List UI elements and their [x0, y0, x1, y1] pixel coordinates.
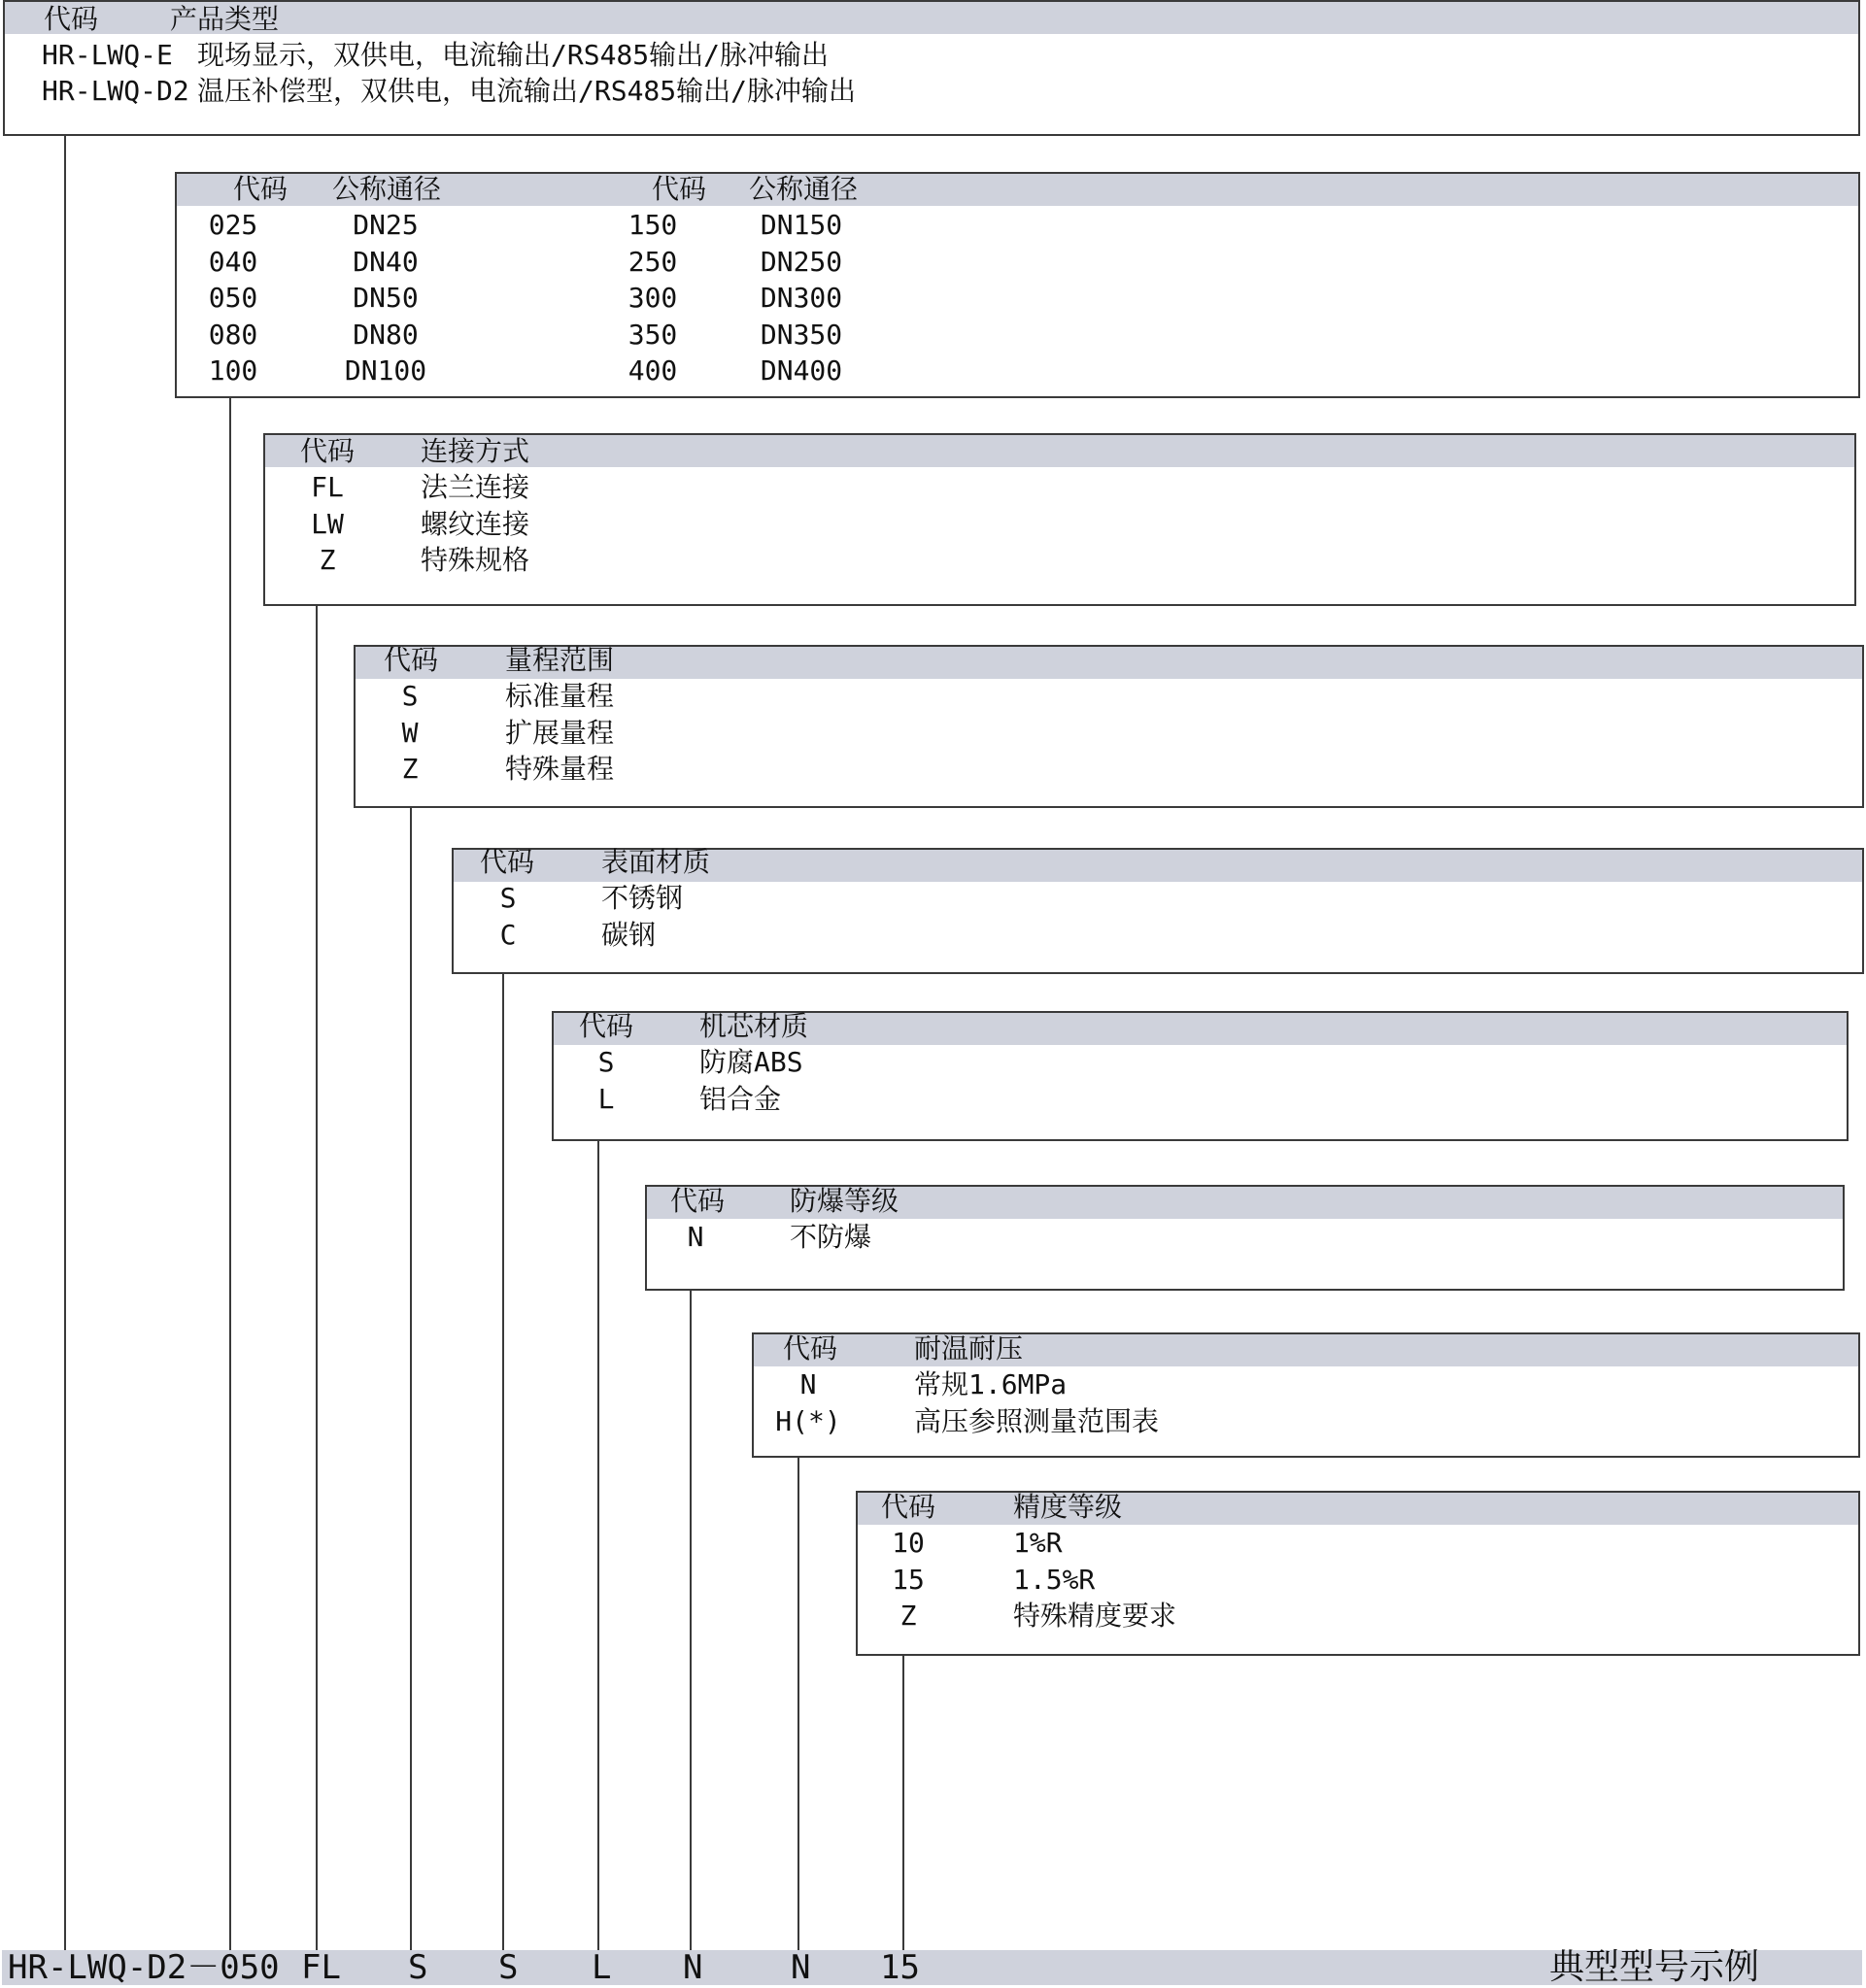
header-cell: 防爆等级 — [790, 1185, 899, 1217]
value-cell: 碳钢 — [601, 918, 657, 951]
code-cell: S — [499, 882, 517, 914]
code-cell: Z — [319, 544, 336, 576]
code-cell: C — [499, 918, 517, 951]
code-cell: 025 — [208, 209, 258, 241]
connector-line-accuracy — [902, 1655, 904, 1950]
code-cell: L — [597, 1082, 615, 1115]
code-cell: Z — [899, 1600, 917, 1632]
code-cell: N — [687, 1221, 704, 1253]
connector-line-surface-material — [502, 973, 504, 1950]
example-segment: N — [791, 1948, 811, 1987]
header-cell: 代码 — [579, 1010, 634, 1042]
value-cell: 高压参照测量范围表 — [914, 1404, 1160, 1437]
code-cell: 050 — [208, 282, 258, 314]
header-cell: 量程范围 — [505, 644, 615, 676]
header-cell: 代码 — [44, 3, 99, 35]
section-header-bar — [858, 1493, 1858, 1525]
code-cell: 350 — [628, 318, 678, 351]
value-cell: 特殊量程 — [505, 753, 615, 785]
value-cell: DN350 — [760, 318, 843, 351]
section-header-bar — [454, 846, 1862, 882]
connector-line-connection — [316, 605, 318, 1950]
code-cell: Z — [401, 753, 419, 785]
value-cell: 常规1.6MPa — [914, 1368, 1068, 1400]
header-cell: 代码 — [384, 644, 439, 676]
value-cell: DN100 — [344, 354, 427, 387]
header-cell: 代码 — [300, 435, 356, 467]
code-cell: 100 — [208, 354, 258, 387]
connector-line-explosion-proof — [690, 1290, 692, 1950]
code-cell: 250 — [628, 245, 678, 278]
code-cell: 300 — [628, 282, 678, 314]
section-connection — [263, 433, 1856, 606]
section-nominal-diameter — [175, 172, 1860, 398]
header-cell: 代码 — [881, 1491, 936, 1523]
example-segment: S — [498, 1948, 519, 1987]
code-cell: 400 — [628, 354, 678, 387]
section-temp-pressure — [752, 1332, 1860, 1458]
value-cell: DN300 — [760, 282, 843, 314]
code-cell: H(*) — [775, 1404, 841, 1437]
section-header-bar — [356, 644, 1862, 679]
example-segment: L — [592, 1948, 612, 1987]
code-cell: 080 — [208, 318, 258, 351]
header-cell: 精度等级 — [1013, 1491, 1123, 1523]
example-segment: S — [408, 1948, 428, 1987]
header-cell: 代码 — [480, 846, 535, 878]
section-header-bar — [554, 1010, 1847, 1045]
value-cell: 标准量程 — [505, 680, 615, 712]
header-cell: 机芯材质 — [699, 1010, 809, 1042]
code-cell: LW — [311, 507, 344, 540]
code-cell: FL — [311, 471, 344, 503]
example-segment: 15 — [880, 1948, 920, 1987]
value-cell: 法兰连接 — [421, 471, 530, 503]
section-core-material — [552, 1011, 1849, 1141]
code-cell: W — [401, 716, 419, 749]
section-header-bar — [647, 1187, 1843, 1219]
value-cell: DN25 — [353, 209, 419, 241]
value-cell: 铝合金 — [699, 1082, 782, 1115]
section-header-bar — [265, 435, 1854, 467]
connector-line-range — [410, 807, 412, 1950]
code-cell: HR-LWQ-D2 — [42, 75, 189, 107]
section-header-bar — [5, 2, 1858, 34]
section-explosion-proof — [645, 1185, 1845, 1291]
header-cell: 产品类型 — [170, 3, 280, 35]
header-cell: 代码 — [670, 1185, 726, 1217]
example-title: 典型型号示例 — [1548, 1947, 1759, 1987]
header-cell: 公称通径 — [332, 173, 442, 205]
code-cell: 040 — [208, 245, 258, 278]
value-cell: 扩展量程 — [505, 716, 615, 749]
value-cell: 温压补偿型，双供电，电流输出/RS485输出/脉冲输出 — [197, 75, 857, 107]
value-cell: 现场显示，双供电，电流输出/RS485输出/脉冲输出 — [197, 39, 830, 71]
value-cell: DN150 — [760, 209, 843, 241]
connector-line-core-material — [597, 1140, 599, 1950]
value-cell: DN400 — [760, 354, 843, 387]
connector-line-temp-pressure — [797, 1457, 799, 1950]
example-segment: HR-LWQ-D2－050 — [8, 1948, 280, 1987]
section-header-bar — [754, 1334, 1858, 1366]
code-cell: S — [401, 680, 419, 712]
value-cell: DN50 — [353, 282, 419, 314]
header-cell: 连接方式 — [421, 435, 530, 467]
section-accuracy — [856, 1491, 1860, 1656]
value-cell: 螺纹连接 — [421, 507, 530, 540]
code-cell: 15 — [892, 1563, 925, 1596]
section-surface-material — [452, 848, 1864, 974]
code-cell: S — [597, 1046, 615, 1078]
header-cell: 公称通径 — [749, 173, 859, 205]
header-cell: 代码 — [783, 1332, 838, 1365]
connector-line-product-type — [64, 135, 66, 1950]
example-segment: N — [683, 1948, 703, 1987]
section-product-type — [3, 0, 1860, 136]
connector-line-nominal-diameter — [229, 397, 231, 1950]
value-cell: 1.5%R — [1013, 1563, 1096, 1596]
value-cell: 不锈钢 — [601, 882, 684, 914]
section-header-bar — [177, 174, 1858, 206]
section-range — [354, 645, 1864, 808]
header-cell: 代码 — [652, 173, 707, 205]
value-cell: 特殊精度要求 — [1013, 1600, 1177, 1632]
header-cell: 表面材质 — [601, 846, 711, 878]
code-cell: N — [799, 1368, 817, 1400]
value-cell: 防腐ABS — [699, 1046, 803, 1078]
code-cell: 150 — [628, 209, 678, 241]
value-cell: 特殊规格 — [421, 544, 530, 576]
value-cell: DN80 — [353, 318, 419, 351]
value-cell: DN250 — [760, 245, 843, 278]
value-cell: 不防爆 — [790, 1221, 872, 1253]
value-cell: 1%R — [1013, 1527, 1063, 1559]
value-cell: DN40 — [353, 245, 419, 278]
code-cell: HR-LWQ-E — [42, 39, 173, 71]
code-cell: 10 — [892, 1527, 925, 1559]
header-cell: 耐温耐压 — [914, 1332, 1024, 1365]
example-segment: FL — [301, 1948, 341, 1987]
header-cell: 代码 — [233, 173, 288, 205]
